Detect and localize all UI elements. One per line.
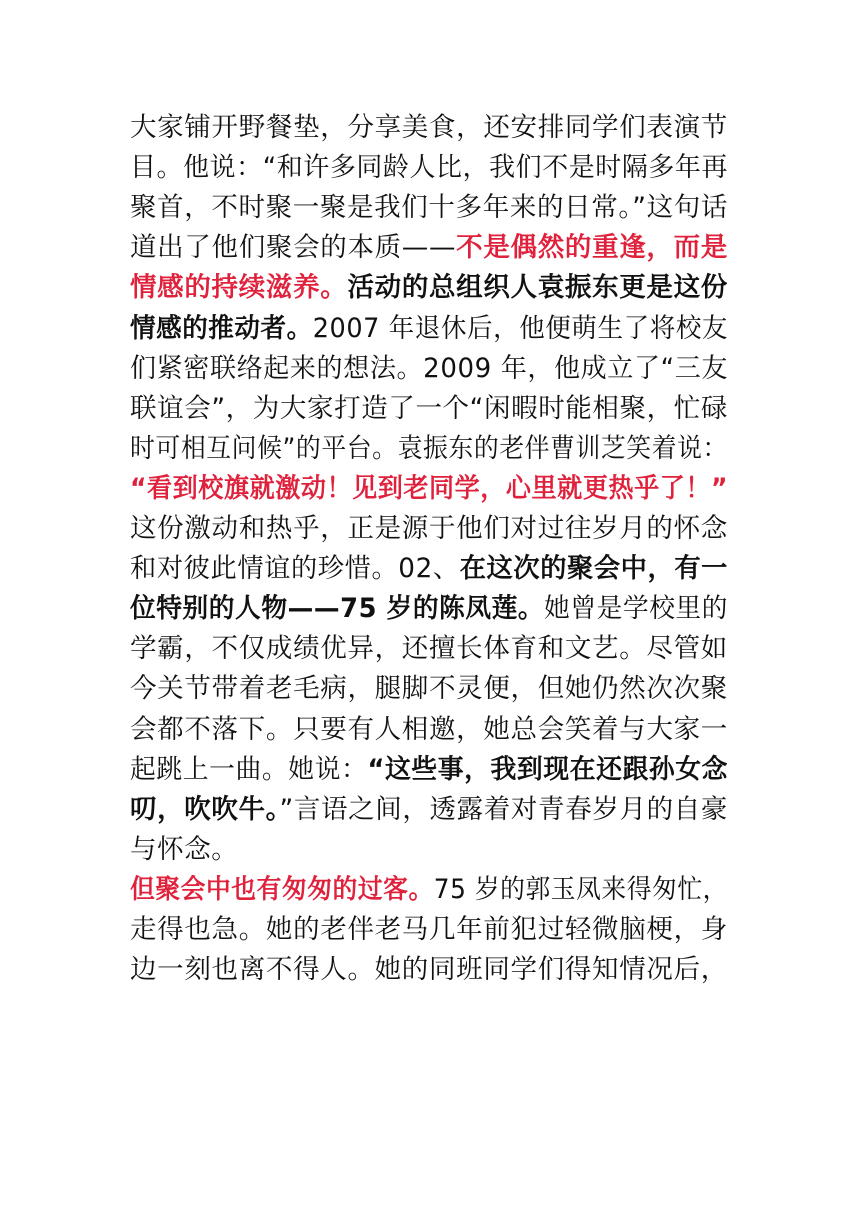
bold-text: 叨，吹吹牛。 [130,793,280,825]
text-line [130,148,728,188]
text-line [130,910,728,950]
body-text: ”言语之间，透露着对青春岁月的自豪 [279,793,728,825]
body-text: 她曾是学校里的 [544,593,729,625]
bold-text: 情感的推动者。 [130,312,313,344]
body-text: 联谊会”，为大家打造了一个“闲暇时能相聚，忙碌 [130,392,728,424]
body-text: 边一刻也离不得人。她的同班同学们得知情况后， [130,954,728,986]
text-line [130,509,728,549]
text-line [130,389,728,429]
highlight-red-text: 情感的持续滋养。 [130,272,348,304]
bold-text: 位特别的人物——75 岁的陈凤莲。 [130,593,545,625]
text-line [130,268,728,308]
body-text: 大家铺开野餐垫，分享美食，还安排同学们表演节 [130,112,728,143]
bold-text: 活动的总组织人袁振东更是这份 [347,272,728,304]
body-text: 2007 年退休后，他便萌生了将校友 [312,312,729,344]
bold-text: “这些事，我到现在还跟孙女念 [367,753,729,785]
body-text: 们紧密联络起来的想法。2009 年，他成立了“三友 [130,352,728,384]
body-text: 道出了他们聚会的本质—— [130,232,457,264]
text-line [130,669,728,709]
body-text: 目。他说：“和许多同龄人比，我们不是时隔多年再 [130,152,729,184]
text-line [130,549,728,589]
body-text: 时可相互问候”的平台。袁振东的老伴曹训芝笑着说： [130,432,728,464]
body-text: 75 岁的郭玉凤来得匆忙， [433,873,728,905]
body-text: 起跳上一曲。她说： [130,753,368,785]
text-line [130,188,728,228]
text-line [130,950,728,990]
text-line [130,710,728,750]
text-line [130,429,728,469]
body-text: 聚首，不时聚一聚是我们十多年来的日常。”这句话 [130,192,728,224]
text-line [130,589,728,629]
text-line [130,830,238,870]
text-line [130,750,728,790]
body-text: 走得也急。她的老伴老马几年前犯过轻微脑梗，身 [130,914,728,945]
body-text: 学霸，不仅成绩优异，还擅长体育和文艺。尽管如 [130,633,728,665]
bold-text: 在这次的聚会中，有一 [459,553,728,585]
text-line [130,309,728,349]
text-line [130,349,728,389]
text-line [130,870,728,910]
text-line [130,629,728,669]
body-text: 今关节带着老毛病，腿脚不灵便，但她仍然次次聚 [130,673,728,705]
highlight-red-text: “看到校旗就激动！见到老同学，心里就更热乎了！” [130,472,729,504]
body-text: 和对彼此情谊的珍惜。02、 [130,553,460,585]
text-line [130,790,728,830]
highlight-red-text: 但聚会中也有匆匆的过客。 [130,873,434,905]
body-text: 与怀念。 [130,833,239,865]
body-text: 会都不落下。只要有人相邀，她总会笑着与大家一 [130,713,728,745]
highlight-red-text: 不是偶然的重逢，而是 [456,232,728,264]
body-text: 这份激动和热乎，正是源于他们对过往岁月的怀念 [130,513,728,544]
text-line [130,469,728,509]
text-line [130,228,728,268]
text-line [130,108,728,148]
